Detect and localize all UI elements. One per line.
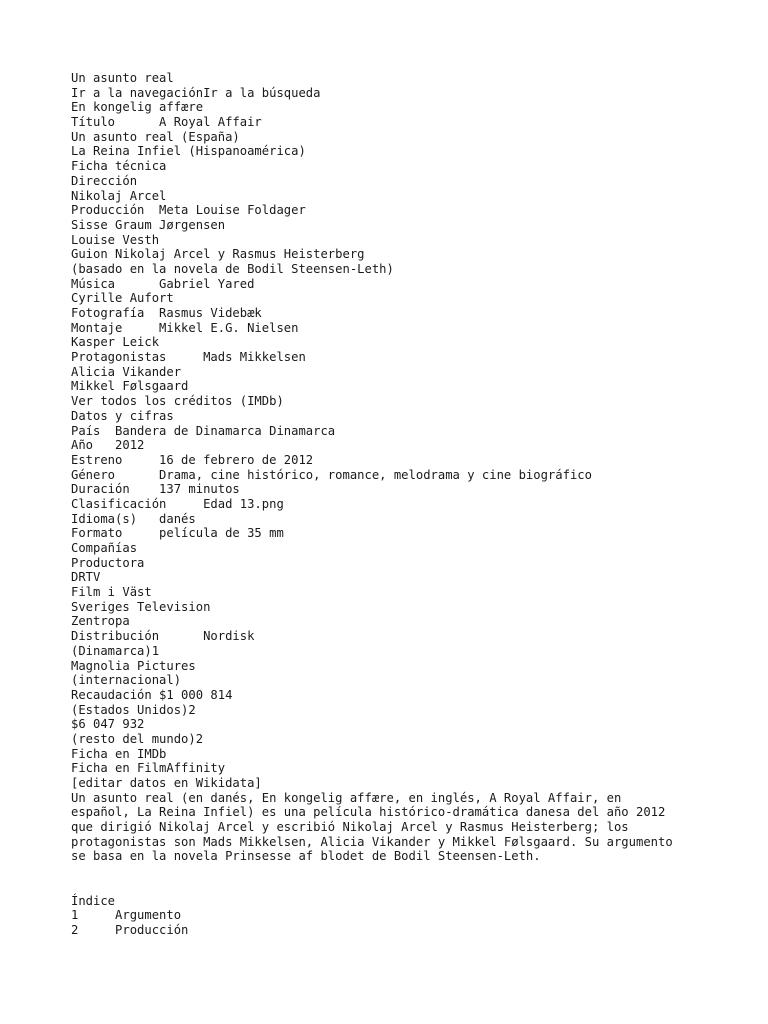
text-line: Dirección xyxy=(71,173,138,188)
text-line: $6 047 932 xyxy=(71,717,145,732)
text-line: Recaudación $1 000 814 xyxy=(71,687,233,702)
text-line: Datos y cifras xyxy=(71,408,174,423)
text-line: Distribución Nordisk xyxy=(71,629,255,644)
text-line: Índice xyxy=(71,893,116,908)
text-line: Ver todos los créditos (IMDb) xyxy=(71,394,284,409)
text-line: se basa en la novela Prinsesse af blodet de Bodil Steensen-Leth. xyxy=(71,849,541,864)
text-line: que dirigió Nikolaj Arcel y escribió Nikolaj Arcel y Rasmus Heisterberg; los xyxy=(71,820,629,835)
text-line: Clasificación Edad 13.png xyxy=(71,496,284,511)
text-line: Nikolaj Arcel xyxy=(71,188,167,203)
text-line: Sveriges Television xyxy=(71,599,211,614)
blank-line xyxy=(71,864,711,879)
text-line: Film i Väst xyxy=(71,585,152,600)
text-line: En kongelig affære xyxy=(71,100,204,115)
text-line: Duración 137 minutos xyxy=(71,482,240,497)
text-line: Un asunto real xyxy=(71,71,174,85)
text-line: País Bandera de Dinamarca Dinamarca xyxy=(71,423,336,438)
text-line: Montaje Mikkel E.G. Nielsen xyxy=(71,320,299,335)
text-line: Zentropa xyxy=(71,614,130,629)
text-line: Compañías xyxy=(71,541,138,555)
document-body xyxy=(71,71,711,938)
text-line: Año 2012 xyxy=(71,438,145,453)
text-line: Ficha en FilmAffinity xyxy=(71,761,226,776)
text-line: (Estados Unidos)2 xyxy=(71,702,196,717)
text-line: Productora xyxy=(71,555,145,570)
text-line: Sisse Graum Jørgensen xyxy=(71,217,226,232)
text-line: Mikkel Følsgaard xyxy=(71,379,189,394)
text-line: Ficha en IMDb xyxy=(71,746,167,761)
text-line: DRTV xyxy=(71,570,101,585)
text-line: (internacional) xyxy=(71,673,182,688)
text-line: Estreno 16 de febrero de 2012 xyxy=(71,452,314,467)
text-line: Fotografía Rasmus Videbæk xyxy=(71,306,262,320)
text-line: [editar datos en Wikidata] xyxy=(71,776,262,790)
text-line: Ficha técnica xyxy=(71,159,167,174)
text-line: Ir a la navegaciónIr a la búsqueda xyxy=(71,85,321,100)
text-line: 1 Argumento xyxy=(71,908,182,923)
text-line: Un asunto real (en danés, En kongelig affære, en inglés, A Royal Affair, en xyxy=(71,790,622,805)
text-line: (Dinamarca)1 xyxy=(71,643,160,658)
text-line: (resto del mundo)2 xyxy=(71,731,204,746)
text-line: protagonistas son Mads Mikkelsen, Alicia Vikander y Mikkel Følsgaard. Su argumento xyxy=(71,834,673,849)
text-line: Un asunto real (España) xyxy=(71,129,240,144)
text-line: Producción Meta Louise Foldager xyxy=(71,203,306,218)
text-line: Música Gabriel Yared xyxy=(71,276,255,291)
blank-line xyxy=(71,879,711,894)
text-line: (basado en la novela de Bodil Steensen-Leth) xyxy=(71,261,394,276)
text-line: Título A Royal Affair xyxy=(71,115,262,130)
text-line: Magnolia Pictures xyxy=(71,658,196,673)
text-line: Guion Nikolaj Arcel y Rasmus Heisterberg xyxy=(71,247,365,262)
text-line: Género Drama, cine histórico, romance, melodrama y cine biográfico xyxy=(71,467,592,482)
text-line: español, La Reina Infiel) es una película histórico-dramática danesa del año 2012 xyxy=(71,805,666,820)
text-line: Idioma(s) danés xyxy=(71,511,196,526)
text-line: Formato película de 35 mm xyxy=(71,526,284,541)
text-line: La Reina Infiel (Hispanoamérica) xyxy=(71,144,306,159)
text-line: 2 Producción xyxy=(71,922,189,937)
text-line: Protagonistas Mads Mikkelsen xyxy=(71,350,306,365)
text-line: Kasper Leick xyxy=(71,335,160,350)
text-line: Louise Vesth xyxy=(71,232,160,247)
text-line: Cyrille Aufort xyxy=(71,291,174,306)
text-line: Alicia Vikander xyxy=(71,364,182,379)
